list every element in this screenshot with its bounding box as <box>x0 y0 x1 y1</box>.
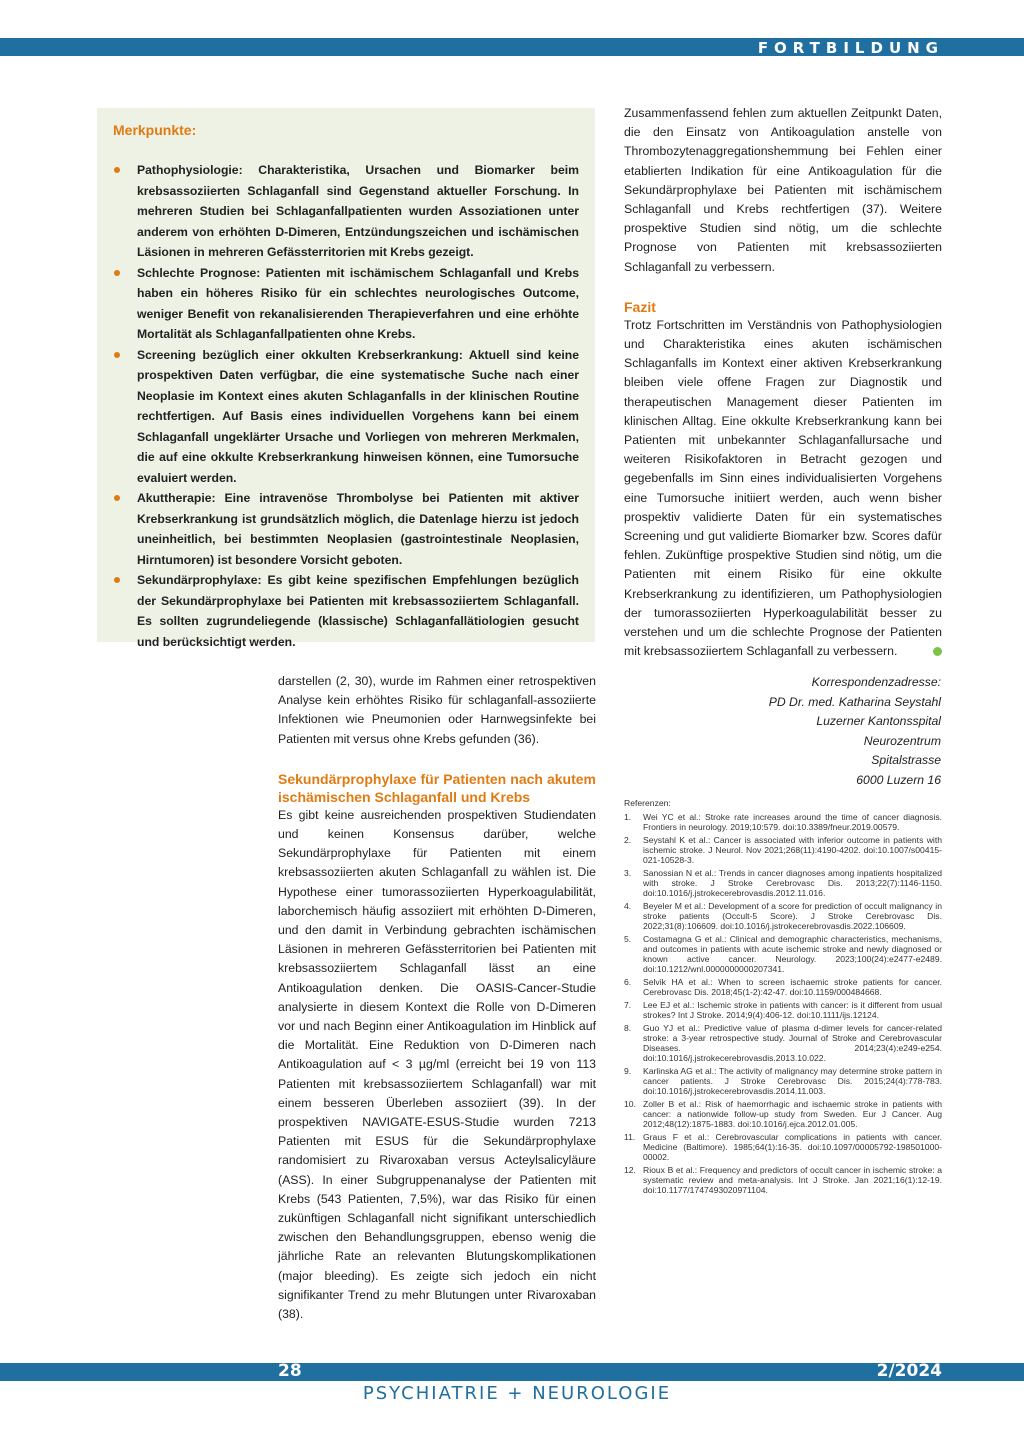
bullet-icon <box>114 167 120 173</box>
end-of-article-icon <box>933 647 942 656</box>
bullet-icon <box>114 495 120 501</box>
reference-text: Guo YJ et al.: Predictive value of plasma d-dimer levels for cancer-related stroke: a 3-year retrospective study. Journal of Stroke and Cerebrovascular Diseases. 2014;23(4):e249-e254. doi:10.1016/j.jstrokecerebrovasdis.2013.10.022. <box>643 1023 942 1063</box>
fazit-text: Trotz Fortschritten im Verständnis von Pathophysiologien und Charakteristika eines akuten ischämischen Schlaganfalls im Kontext einer aktiven Krebserkrankung bleiben viele offene Fragen zur Diagnostik und therapeutischen Management dieser Patienten im klinischen Alltag. Eine okkulte Krebserkrankung kann bei Patienten mit unbekannter Schlaganfallursache und weiteren Risikofaktoren in Betracht gezogen und gegebenfalls im Sinn eines individualisierten Vorgehens eine Tumorsuche initiiert werden, auch wenn bisher prospektiv validierte Daten für ein systematisches Screening und gut validierte Biomarker bzw. Scores dafür fehlen. Zukünftige prospektive Studien sind nötig, um die Patienten mit einem Risiko für eine okkulte Krebserkrankung zu identifizieren, um Pathophysiologien der tumorassoziierten Hyperkoagulabilität besser zu verstehen und um die schlechte Prognose der Patienten mit krebsassoziiertem Schlaganfall zu verbessern. <box>624 317 942 659</box>
left-column <box>278 672 596 1324</box>
reference-number: 10. <box>624 1099 636 1109</box>
reference-text: Selvik HA et al.: When to screen ischaemic stroke patients for cancer. Cerebrovasc Dis. 2018;45(1-2):42-47. doi:10.1159/000484668. <box>643 977 942 997</box>
references-title: Referenzen: <box>624 798 671 808</box>
reference-text: Karlinska AG et al.: The activity of malignancy may determine stroke pattern in cancer patients. J Stroke Cerebrovasc Dis. 2015;24(4):778-783. doi:10.1016/j.jstrokecerebrovasdis.2014.11.003. <box>643 1066 942 1096</box>
section-heading-fazit: Fazit <box>624 298 656 315</box>
correspondence-line: PD Dr. med. Katharina Seystahl <box>768 694 941 709</box>
merkpunkte-item <box>113 160 579 263</box>
merkpunkte-item <box>113 570 579 652</box>
reference-number: 4. <box>624 901 632 911</box>
fazit-paragraph <box>624 316 942 662</box>
footer-bar <box>0 1363 1024 1381</box>
reference-item <box>624 901 942 931</box>
reference-text: Rioux B et al.: Frequency and predictors of occult cancer in ischemic stroke: a systematic review and meta-analysis. Int J Stroke. Jan 2021;16(1):12-19. doi:10.1177/1747493020971104. <box>643 1165 942 1195</box>
right-column <box>624 104 942 661</box>
reference-item <box>624 1066 942 1096</box>
bullet-icon <box>114 352 120 358</box>
reference-number: 12. <box>624 1165 636 1175</box>
right-intro-paragraph: Zusammenfassend fehlen zum aktuellen Zeitpunkt Daten, die den Einsatz von Antikoagulation anstelle von Thrombozytenaggregationshemmung bei Fehlen einer etablierten Indikation für eine Antikoagulation für die Sekundärprophylaxe bei Patienten mit ischämischem Schlaganfall und Krebs rechtfertigen (37). Weitere prospektive Studien sind nötig, um die schlechte Prognose von Patienten mit krebsassoziierten Schlaganfall zu verbessern. <box>624 106 942 274</box>
reference-number: 6. <box>624 977 632 987</box>
left-intro-paragraph: darstellen (2, 30), wurde im Rahmen einer retrospektiven Analyse kein erhöhtes Risiko für schlaganfall-assoziierte Infektionen wie Pneumonien oder Harnwegsinfekte bei Patienten mit versus ohne Krebs gefunden (36). <box>278 674 596 746</box>
reference-item <box>624 1165 942 1195</box>
reference-number: 7. <box>624 1000 632 1010</box>
reference-text: Beyeler M et al.: Development of a score for prediction of occult malignancy in stroke patients (Occult-5 Score). J Stroke Cerebrovasc Dis. 2022;31(8):106609. doi:10.1016/j.jstrokecerebrovasdis.2022.106609. <box>643 901 942 931</box>
merkpunkte-item-text: Schlechte Prognose: Patienten mit ischämischem Schlaganfall und Krebs haben ein höheres Risiko für ein schlechtes neurologisches Outcome, weniger Benefit von rekanalisierenden Therapieverfahren und eine erhöhte Mortalität als Schlaganfallpatienten ohne Krebs. <box>137 265 579 341</box>
merkpunkte-item-text: Pathophysiologie: Charakteristika, Ursachen und Biomarker beim krebsassoziierten Schlaganfall sind Gegenstand aktueller Forschung. In mehreren Studien bei Schlaganfallpatienten wurden Assoziationen unter anderem von erhöhten D-Dimeren, Entzündungszeichen und ischämischen Läsionen in mehreren Gefässterritorien mit Krebs gezeigt. <box>137 163 579 259</box>
bullet-icon <box>114 577 120 583</box>
correspondence-address <box>769 673 941 791</box>
correspondence-line: Luzerner Kantonsspital <box>816 714 941 729</box>
reference-number: 9. <box>624 1066 632 1076</box>
correspondence-line: Spitalstrasse <box>871 753 941 768</box>
reference-text: Costamagna G et al.: Clinical and demographic characteristics, mechanisms, and outcomes in patients with acute ischemic stroke and newly diagnosed or known active cancer. Neurology. 2023;100(24):e2477-e2489. doi:10.1212/wnl.0000000000207341. <box>643 934 942 974</box>
merkpunkte-box <box>97 108 595 649</box>
journal-title: PSYCHIATRIE + NEUROLOGIE <box>362 1383 672 1404</box>
reference-item <box>624 1099 942 1129</box>
merkpunkte-list <box>113 160 579 652</box>
reference-text: Graus F et al.: Cerebrovascular complications in patients with cancer. Medicine (Baltimore). 1985;64(1):16-35. doi:10.1097/00005792-198501000-00002. <box>643 1132 942 1162</box>
reference-number: 8. <box>624 1023 632 1033</box>
reference-item <box>624 977 942 997</box>
left-body-paragraph: Es gibt keine ausreichenden prospektiven Studiendaten und keinen Konsensus darüber, welche Sekundärprophylaxe für Patienten mit einem krebsassoziierten akuten Schlaganfall zu wählen ist. Die Hypothese einer tumorassoziierten Hyperkoagulabilität, laborchemisch häufig assoziiert mit erhöhten D-Dimeren, und den damit in Verbindung gebrachten ischämischen Läsionen in mehreren Gefässterritorien bei Patienten mit krebsassoziiertem Schlaganfall lässt an eine Antikoagulation denken. Die OASIS-Cancer-Studie analysierte in diesem Kontext die Rolle von D-Dimeren vor und nach Beginn einer Antikoagulation im Hinblick auf die Mortalität. Eine Reduktion von D-Dimeren nach Antikoagulation auf < 3 µg/ml (erreicht bei 19 von 113 Patienten mit krebsassoziiertem Schlaganfall) war mit einem besseren Überleben assoziiert (39). In der prospektiven NAVIGATE-ESUS-Studie wurden 7213 Patienten mit ESUS für die Sekundärprophylaxe randomisiert zu Rivaroxaban versus Acteylsalicyläure (ASS). In einer Subgruppenanalyse der Patienten mit Krebs (543 Patienten, 7,5%), war das Risiko für einen zukünftigen Schlaganfall nicht signifikant unterschiedlich zwischen den Behandlungsgruppen, ebenso wenig die jährliche Rate an relevanten Blutungskomplikationen (major bleeding). Es zeigte sich jedoch ein nicht signifikanter Trend zu mehr Blutungen unter Rivaroxaban (38). <box>278 807 596 1322</box>
correspondence-line: Korrespondenzadresse: <box>811 675 941 689</box>
reference-number: 11. <box>624 1132 636 1142</box>
section-heading-sekundaerprophylaxe: Sekundärprophylaxe für Patienten nach akutem ischämischen Schlaganfall und Krebs <box>278 770 596 805</box>
merkpunkte-item-text: Screening bezüglich einer okkulten Krebserkrankung: Aktuell sind keine prospektiven Daten verfügbar, die eine systematische Suche nach einer Neoplasie im Kontext eines akuten Schlaganfalls in der klinischen Routine rechtfertigen. Auf Basis eines individuellen Vorgehens kann bei einem Schlaganfall ungeklärter Ursache und Vorliegen von mehreren Merkmalen, die auf eine okkulte Krebserkrankung hinweisen können, eine Tumorsuche evaluiert werden. <box>137 347 579 485</box>
merkpunkte-item-text: Akuttherapie: Eine intravenöse Thrombolyse bei Patienten mit aktiver Krebserkrankung ist grundsätzlich möglich, die Datenlage hierzu ist jedoch uneinheitlich, bei bestimmten Neoplasien (gastrointestinale Neoplasien, Hirntumoren) ist besondere Vorsicht geboten. <box>137 491 579 567</box>
reference-item <box>624 868 942 898</box>
merkpunkte-item <box>113 488 579 570</box>
reference-text: Sanossian N et al.: Trends in cancer diagnoses among inpatients hospitalized with stroke. J Stroke Cerebrovasc Dis. 2013;22(7):1146-1150. doi:10.1016/j.jstrokecerebrovasdis.2012.11.016. <box>643 868 942 898</box>
merkpunkte-item <box>113 263 579 345</box>
correspondence-line: Neurozentrum <box>863 733 941 748</box>
merkpunkte-title: Merkpunkte: <box>113 122 197 138</box>
page-number: 28 <box>278 1361 302 1381</box>
reference-item <box>624 1023 942 1063</box>
reference-text: Wei YC et al.: Stroke rate increases around the time of cancer diagnosis. Frontiers in neurology. 2019;10:579. doi:10.3389/fneur.2019.00579. <box>643 812 942 832</box>
reference-number: 2. <box>624 835 632 845</box>
reference-item <box>624 1132 942 1162</box>
reference-text: Lee EJ et al.: Ischemic stroke in patients with cancer: is it different from usual strokes? Int J Stroke. 2014;9(4):406-12. doi:10.1111/ijs.12124. <box>643 1000 942 1020</box>
issue-label: 2/2024 <box>876 1361 942 1381</box>
reference-text: Zoller B et al.: Risk of haemorrhagic and ischaemic stroke in patients with cancer: a nationwide follow-up study from Sweden. Eur J Cancer. Aug 2012;48(12):1875-1883. doi:10.1016/j.ejca.2012.01.005. <box>643 1099 942 1129</box>
reference-item <box>624 835 942 865</box>
reference-number: 3. <box>624 868 632 878</box>
reference-item <box>624 1000 942 1020</box>
section-label: FORTBILDUNG <box>757 39 944 57</box>
reference-item <box>624 812 942 832</box>
reference-text: Seystahl K et al.: Cancer is associated with inferior outcome in patients with ischemic stroke. J Neurol. Nov 2021;268(11):4190-4202. doi:10.1007/s00415-021-10528-3. <box>643 835 942 865</box>
bullet-icon <box>114 270 120 276</box>
merkpunkte-item-text: Sekundärprophylaxe: Es gibt keine spezifischen Empfehlungen bezüglich der Sekundärprophylaxe bei Patienten mit krebsassoziiertem Schlaganfall. Es sollten zugrundeliegende (klassische) Schlaganfallätiologien gesucht und berücksichtigt werden. <box>137 573 579 649</box>
reference-number: 1. <box>624 812 632 822</box>
reference-item <box>624 934 942 974</box>
reference-number: 5. <box>624 934 632 944</box>
merkpunkte-item <box>113 345 579 489</box>
correspondence-line: 6000 Luzern 16 <box>856 772 941 787</box>
references-list <box>624 812 942 1195</box>
references <box>624 798 942 1198</box>
